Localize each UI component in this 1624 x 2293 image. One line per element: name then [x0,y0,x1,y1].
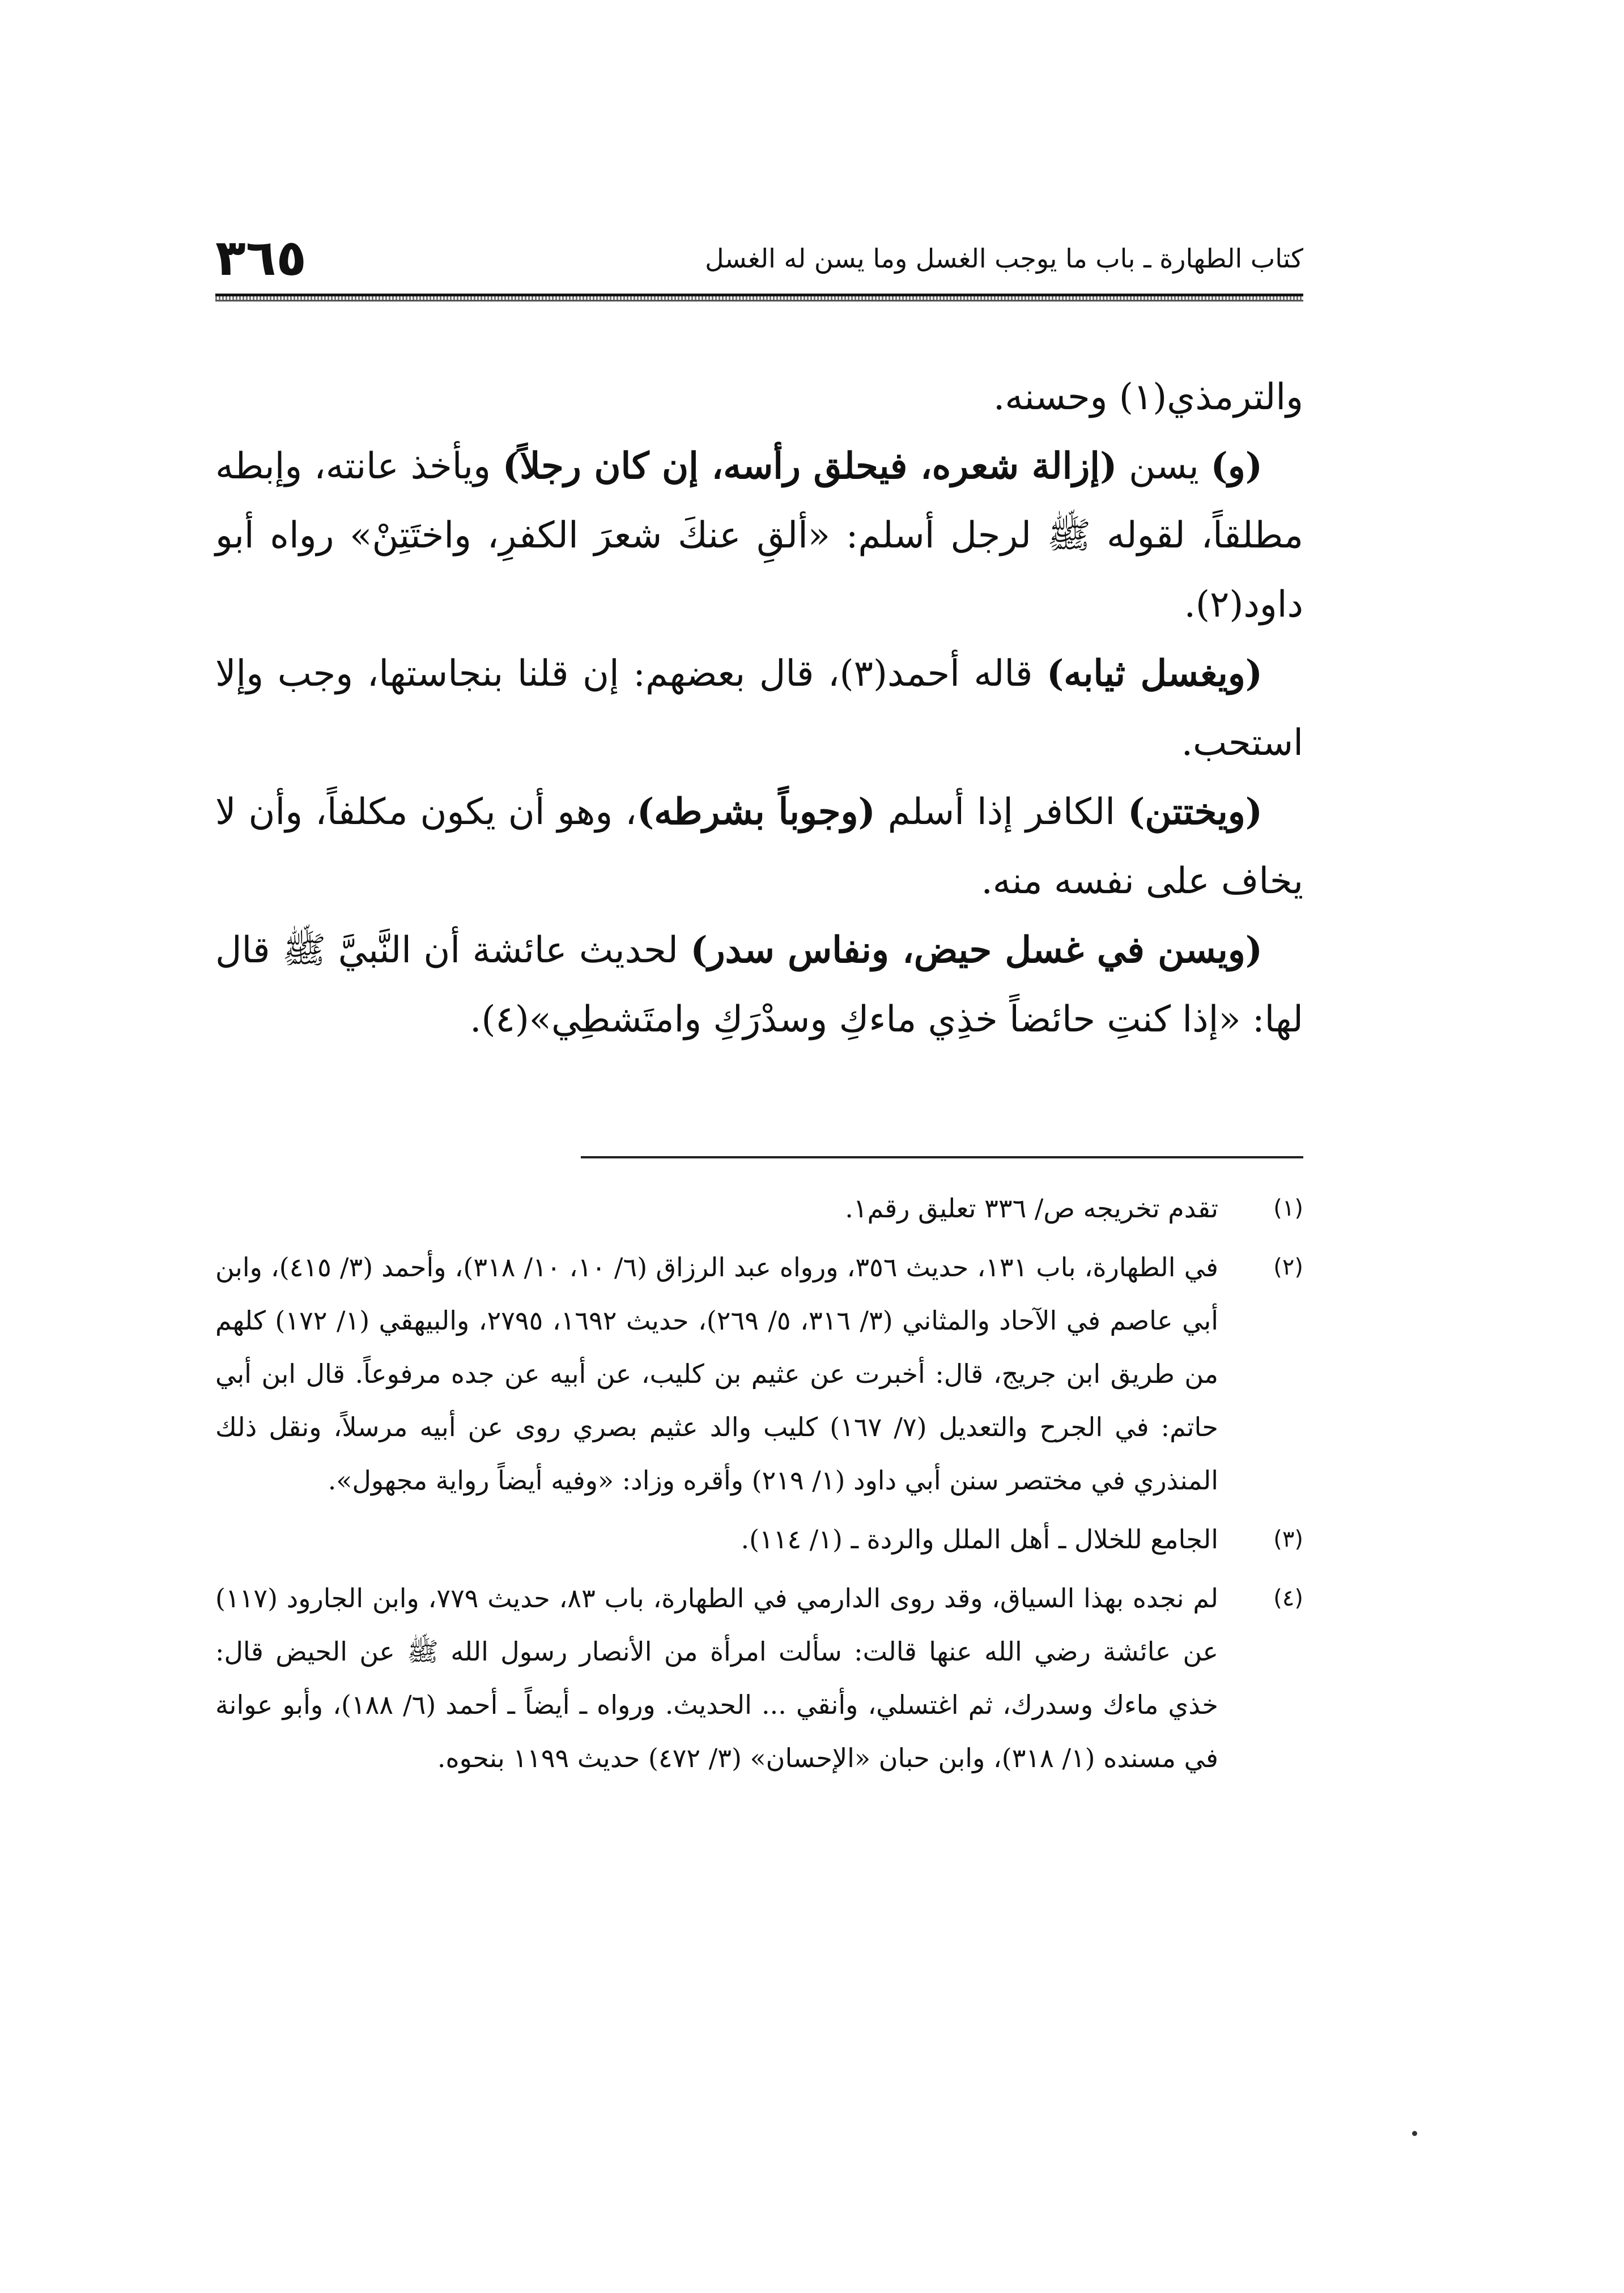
footnotes [215,1182,1303,1790]
footnote-text: في الطهارة، باب ١٣١، حديث ٣٥٦، ورواه عبد الرزاق (٦/ ١٠، ١٠/ ٣١٨)، وأحمد (٣/ ٤١٥)، وابن أبي عاصم في الآحاد والمثاني (٣/ ٣١٦، ٥/ ٢٦٩)، حديث ١٦٩٢، ٢٧٩٥، والبيهقي (١/ ١٧٢) كلهم من طريق ابن جريج، قال: أخبرت عن عثيم بن كليب، عن أبيه عن جده مرفوعاً. قال ابن أبي حاتم: في الجرح والتعديل (٧/ ١٦٧) كليب والد عثيم بصري روى عن أبيه مرسلاً، ونقل ذلك المنذري في مختصر سنن أبي داود (١/ ٢١٩) وأقره وزاد: «وفيه أيضاً رواية مجهول». [215,1252,1219,1496]
sharh-text: ويأخذ عانته، وإبطه مطلقاً، لقوله ﷺ لرجل أسلم: «ألقِ عنكَ شعرَ الكفرِ، واختَتِنْ» رواه أبو داود(٢). [215,445,1303,626]
footnote-2 [215,1241,1303,1507]
footnote-3 [215,1513,1303,1566]
matn-text: (ويسن في غسل حيض، ونفاس سدر) [690,929,1263,971]
paragraph-5 [215,916,1303,1054]
sharh-text: ، وهو أن يكون مكلفاً، وأن لا يخاف على نفسه منه. [215,791,1303,902]
header-rule [215,294,1303,302]
sharh-text: قاله أحمد(٣)، قال بعضهم: إن قلنا بنجاستها، وجب وإلا استحب. [215,653,1303,764]
running-title: كتاب الطهارة ـ باب ما يوجب الغسل وما يسن له الغسل [705,243,1303,274]
footnote-text: تقدم تخريجه ص/ ٣٣٦ تعليق رقم١. [845,1193,1218,1224]
footnote-number: (٢) [1273,1254,1303,1280]
footnote-number: (٤) [1273,1585,1303,1611]
footnote-1 [215,1182,1303,1235]
paragraph-text: والترمذي(١) وحسنه. [993,376,1303,418]
matn-text: (و) [1210,445,1263,487]
paragraph-2 [215,432,1303,639]
footnote-text: الجامع للخلال ـ أهل الملل والردة ـ (١/ ١١٤). [741,1524,1218,1555]
matn-text: (ويختتن) [1128,791,1263,833]
matn-text: (ويغسل ثيابه) [1047,652,1262,695]
paragraph-3 [215,639,1303,778]
footnote-number: (١) [1273,1195,1303,1221]
footnote-separator [581,1156,1303,1158]
paragraph-4 [215,778,1303,916]
matn-text: (إزالة شعره، فيحلق رأسه، إن كان رجلاً) [502,445,1117,487]
page-header [215,227,1303,289]
sharh-text: لحديث عائشة أن النَّبيَّ ﷺ قال لها: «إذا كنتِ حائضاً خذِي ماءكِ وسدْرَكِ وامتَشطِي»(٤). [215,929,1303,1041]
sharh-text: يسن [1117,445,1211,487]
matn-text: (وجوباً بشرطه) [636,791,875,833]
footnote-text: لم نجده بهذا السياق، وقد روى الدارمي في الطهارة، باب ٨٣، حديث ٧٧٩، وابن الجارود (١١٧) عن عائشة رضي الله عنها قالت: سألت امرأة من الأنصار رسول الله ﷺ عن الحيض قال: خذي ماءك وسدرك، ثم اغتسلي، وأنقي ... الحديث. ورواه ـ أيضاً ـ أحمد (٦/ ١٨٨)، وأبو عوانة في مسنده (١/ ٣١٨)، وابن حبان «الإحسان» (٣/ ٤٧٢) حديث ١١٩٩ بنحوه. [215,1583,1218,1773]
footnote-4 [215,1572,1303,1785]
main-text [215,363,1303,1054]
sharh-text: الكافر إذا أسلم [875,791,1128,833]
paragraph-1 [215,363,1303,432]
scan-speck [1412,2131,1417,2136]
footnote-number: (٣) [1273,1526,1303,1552]
page-number: ٣٦٥ [215,228,307,287]
